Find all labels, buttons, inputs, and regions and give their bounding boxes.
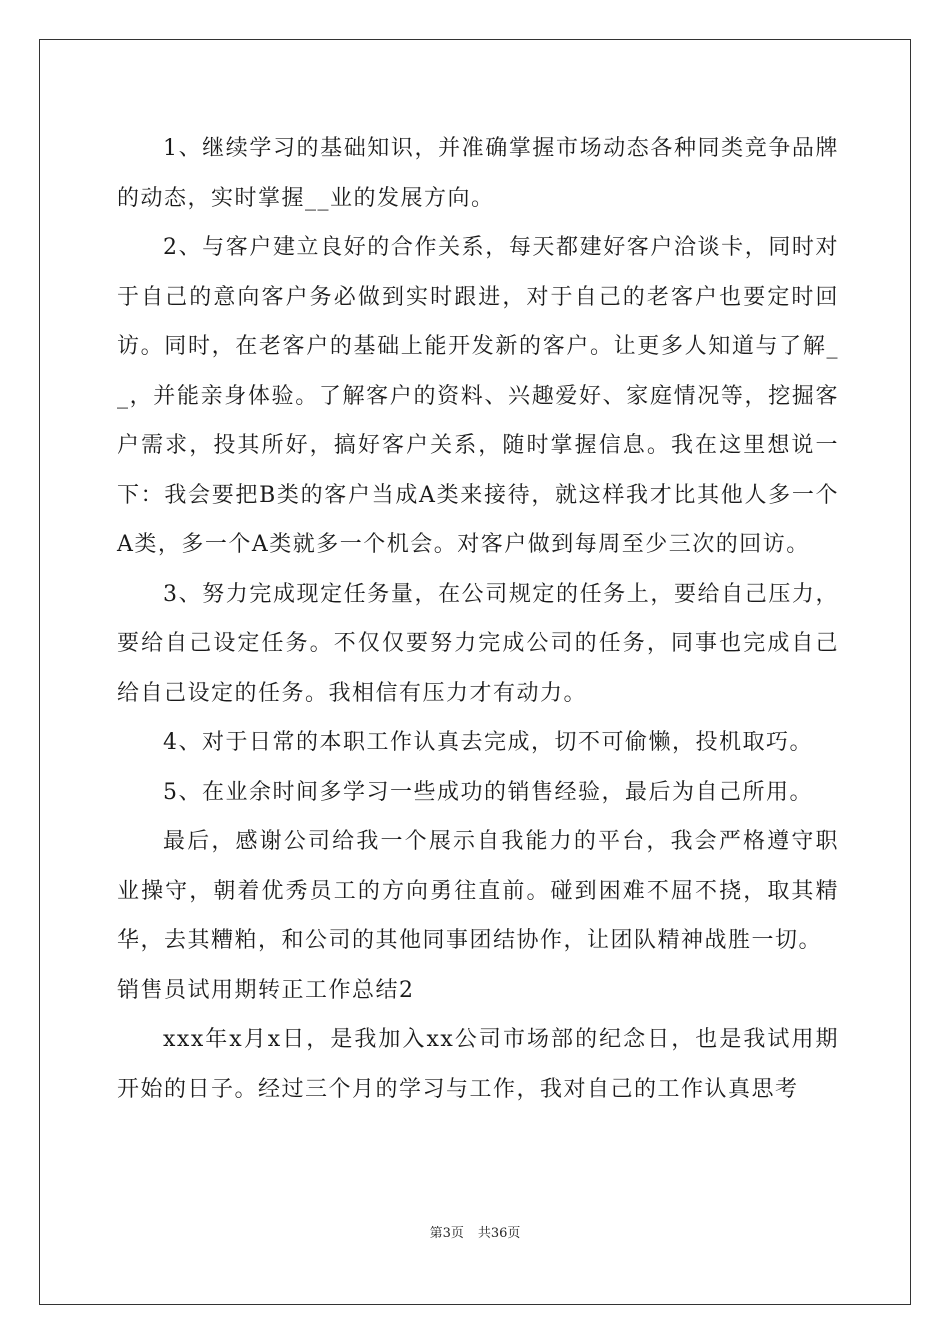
section-title: 销售员试用期转正工作总结2 <box>117 977 415 1003</box>
paragraph-item-3: 3、努力完成现定任务量，在公司规定的任务上，要给自己压力，要给自己设定任务。不仅仅要努力完成公司的任务，同事也完成自己给自己设定的任务。我相信有压力才有动力。 <box>117 581 839 706</box>
paragraph-item-4: 4、对于日常的本职工作认真去完成，切不可偷懒，投机取巧。 <box>163 730 813 755</box>
paragraph-intro: xxx年x月x日，是我加入xx公司市场部的纪念日，也是我试用期开始的日子。经过三个月的学习与工作，我对自己的工作认真思考 <box>117 1027 839 1102</box>
paragraph-conclusion: 最后，感谢公司给我一个展示自我能力的平台，我会严格遵守职业操守，朝着优秀员工的方向勇往直前。碰到困难不屈不挠，取其精华，去其糟粕，和公司的其他同事团结协作，让团队精神战胜一切。 <box>117 829 839 953</box>
document-body <box>117 124 839 1114</box>
page-total: 共36页 <box>477 1226 521 1241</box>
paragraph-item-5: 5、在业余时间多学习一些成功的销售经验，最后为自己所用。 <box>163 779 813 805</box>
paragraph-item-2: 2、与客户建立良好的合作关系，每天都建好客户洽谈卡，同时对于自己的意向客户务必做到实时跟进，对于自己的老客户也要定时回访。同时，在老客户的基础上能开发新的客户。让更多人知道与了解__，并能亲身体验。了解客户的资料、兴趣爱好、家庭情况等，挖掘客户需求，投其所好，搞好客户关系，随时掌握信息。我在这里想说一下：我会要把B类的客户当成A类来接待，就这样我才比其他人多一个A类，多一个A类就多一个机会。对客户做到每周至少三次的回访。 <box>117 235 839 557</box>
page-footer <box>0 1222 950 1241</box>
paragraph-item-1: 1、继续学习的基础知识，并准确掌握市场动态各种同类竞争品牌的动态，实时掌握__业的发展方向。 <box>117 136 839 211</box>
page-number: 第3页 <box>429 1226 464 1241</box>
